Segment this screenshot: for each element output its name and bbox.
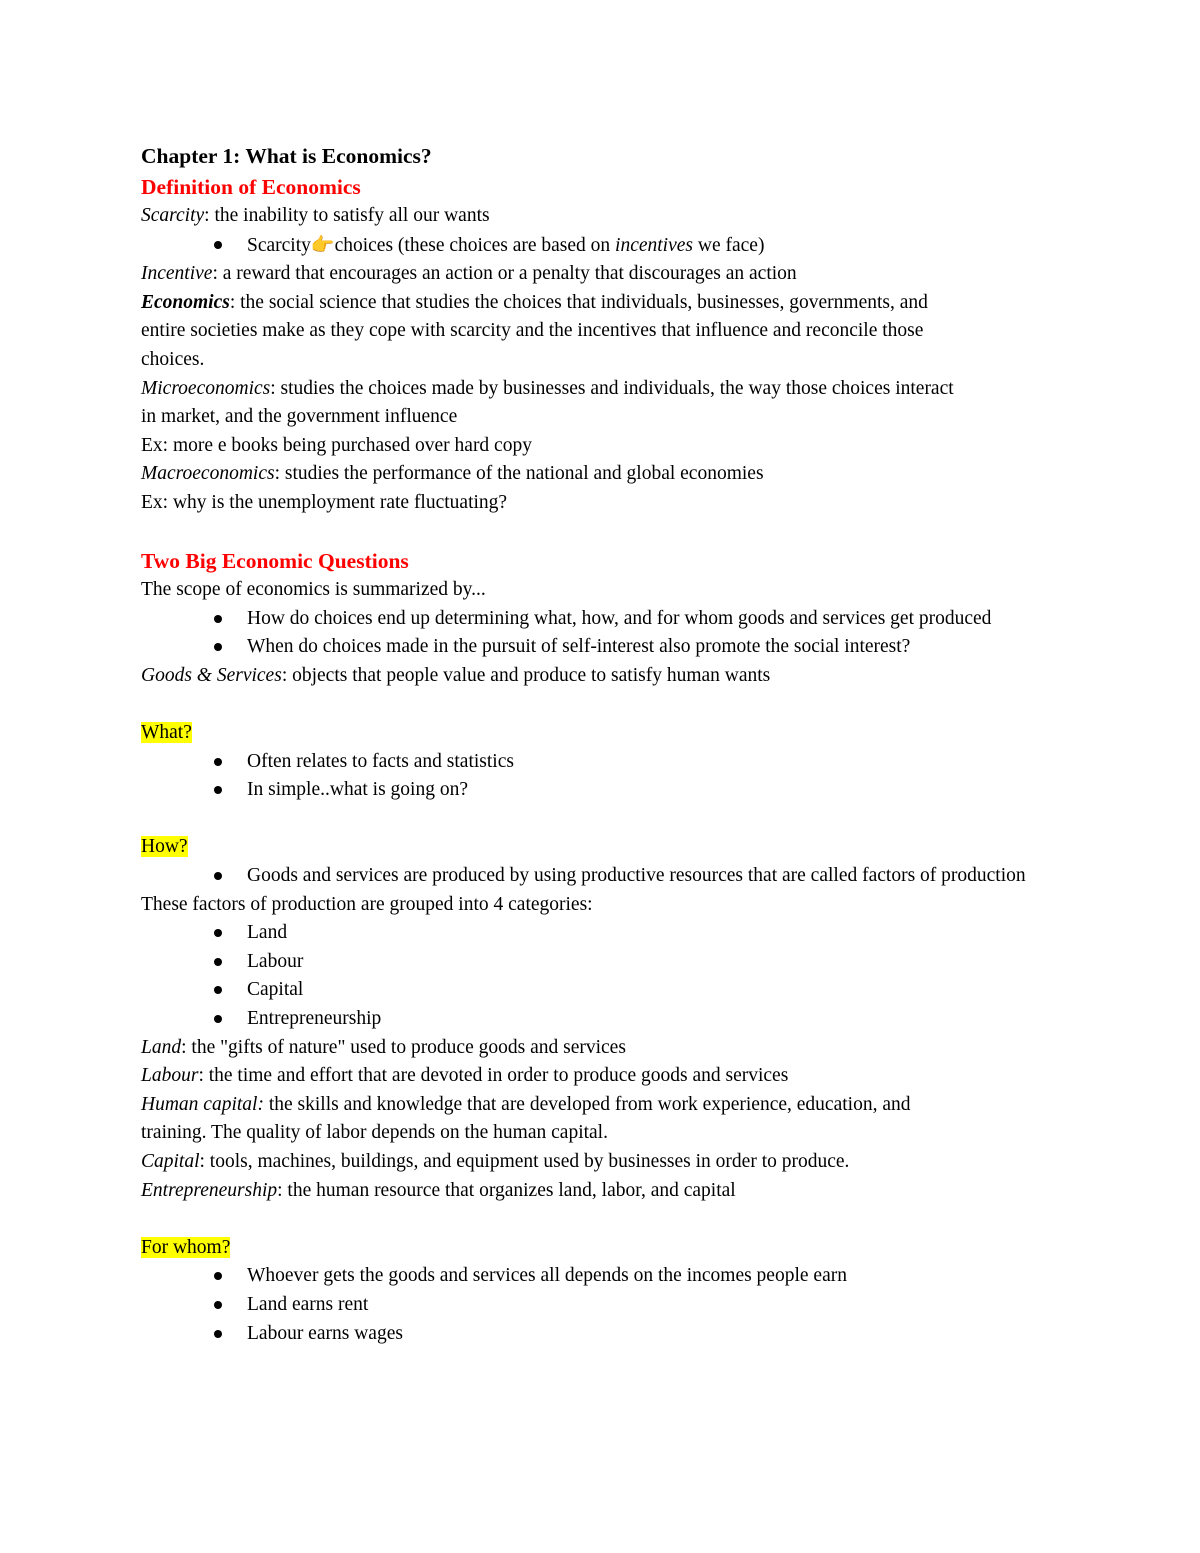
land-definition (141, 1034, 1061, 1063)
term-labour: Labour (141, 1065, 199, 1087)
bullet-text: Goods and services are produced by using productive resources that are called factors of production (247, 865, 1026, 887)
incentive-definition (141, 260, 1061, 289)
bullet-text: How do choices end up determining what, how, and for whom goods and services get produced (247, 607, 992, 629)
scarcity-bullet-post: we face) (693, 234, 765, 256)
bullet-text: Often relates to facts and statistics (247, 750, 514, 772)
for-whom-label: For whom? (141, 1236, 231, 1258)
human-capital-text-1: the skills and knowledge that are developed from work experience, education, and (263, 1093, 911, 1115)
bullet-text: In simple..what is going on? (247, 779, 468, 801)
bullet-icon (214, 958, 222, 966)
macroeconomics-text: : studies the performance of the national and global economies (274, 463, 764, 485)
bullet-text: Labour earns wages (247, 1322, 403, 1344)
for-whom-bullet-list (141, 1262, 1061, 1348)
capital-text: : tools, machines, buildings, and equipment used by businesses in order to produce. (199, 1151, 850, 1172)
list-item (141, 231, 1061, 261)
scarcity-text: : the inability to satisfy all our wants (204, 205, 490, 226)
term-capital: Capital (141, 1151, 200, 1172)
factors-grouped-intro: These factors of production are grouped into 4 categories: (141, 893, 593, 915)
what-label-line (141, 719, 1061, 748)
bullet-text: Land (247, 922, 288, 944)
term-land: Land (141, 1036, 182, 1058)
list-item (141, 1005, 1061, 1034)
term-macroeconomics: Macroeconomics (141, 463, 275, 485)
bullet-text: Labour (247, 950, 304, 972)
entrepreneurship-definition (141, 1177, 1061, 1206)
term-scarcity: Scarcity (141, 205, 205, 226)
human-capital-definition-line-2: training. The quality of labor depends on the human capital. (141, 1122, 608, 1144)
spacer (141, 1205, 1061, 1234)
entrepreneurship-text: : the human resource that organizes land, labor, and capital (277, 1179, 736, 1201)
term-microeconomics: Microeconomics (141, 377, 271, 399)
bullet-text: Land earns rent (247, 1293, 369, 1315)
bullet-icon (214, 758, 222, 766)
two-questions-bullet-list (141, 605, 1061, 662)
list-item (141, 1262, 1061, 1291)
two-questions-intro: The scope of economics is summarized by... (141, 579, 486, 601)
term-incentive: Incentive (141, 263, 213, 285)
factors-category-list (141, 919, 1061, 1033)
what-label: What? (141, 722, 192, 744)
microeconomics-definition-line-1 (141, 375, 1061, 404)
chapter-title: Chapter 1: What is Economics? (141, 144, 432, 168)
scarcity-bullet-list (141, 231, 1061, 261)
spacer (141, 518, 1061, 547)
economics-definition-line-1 (141, 289, 1061, 318)
micro-example: Ex: more e books being purchased over hard copy (141, 434, 532, 456)
term-goods-services: Goods & Services (141, 664, 282, 686)
pointing-hand-icon: 👉 (310, 233, 335, 256)
list-item (141, 976, 1061, 1005)
bullet-icon (214, 929, 222, 937)
bullet-icon (214, 1272, 222, 1280)
bullet-text: Whoever gets the goods and services all depends on the incomes people earn (247, 1265, 847, 1287)
list-item (141, 862, 1027, 891)
bullet-text: When do choices made in the pursuit of self-interest also promote the social interest? (247, 636, 911, 658)
capital-definition (141, 1148, 1061, 1177)
how-label: How? (141, 836, 188, 858)
microeconomics-definition-line-2: in market, and the government influence (141, 406, 458, 428)
list-item (141, 776, 1061, 805)
labour-text: : the time and effort that are devoted in order to produce goods and services (198, 1065, 789, 1087)
microeconomics-text-1: : studies the choices made by businesses and individuals, the way those choices interact (270, 377, 954, 399)
term-economics: Economics (141, 291, 230, 313)
incentive-text: : a reward that encourages an action or a penalty that discourages an action (212, 263, 797, 285)
spacer (141, 805, 1061, 834)
how-bullet-list (141, 862, 1061, 891)
bullet-icon (214, 1015, 222, 1023)
scarcity-bullet-mid: choices (these choices are based on (334, 234, 616, 256)
bullet-icon (214, 786, 222, 794)
list-item (141, 919, 1061, 948)
labour-definition (141, 1062, 1061, 1091)
bullet-icon (214, 1330, 222, 1338)
document-page (141, 140, 1061, 1348)
list-item (141, 633, 1061, 662)
bullet-text: Entrepreneurship (247, 1008, 382, 1030)
macroeconomics-definition (141, 460, 1061, 489)
list-item (141, 605, 1061, 634)
macro-example: Ex: why is the unemployment rate fluctuating? (141, 491, 508, 513)
list-item (141, 748, 1061, 777)
how-label-line (141, 833, 1061, 862)
bullet-icon (214, 872, 222, 880)
bullet-icon (214, 643, 222, 651)
term-entrepreneurship: Entrepreneurship (141, 1179, 278, 1201)
section-heading-definition: Definition of Economics (141, 175, 361, 199)
goods-services-text: : objects that people value and produce to satisfy human wants (281, 664, 771, 686)
bullet-icon (214, 615, 222, 623)
human-capital-definition-line-1 (141, 1091, 1061, 1120)
bullet-icon (214, 241, 222, 249)
goods-services-definition (141, 662, 1061, 691)
bullet-text: Capital (247, 979, 304, 1001)
for-whom-label-line (141, 1234, 1061, 1263)
scarcity-bullet-italic: incentives (615, 234, 693, 256)
economics-definition-line-2: entire societies make as they cope with scarcity and the incentives that influence and reconcile those (141, 320, 924, 342)
term-human-capital: Human capital: (141, 1093, 264, 1115)
economics-definition-line-3: choices. (141, 348, 205, 370)
list-item (141, 1291, 1061, 1320)
economics-text-1: : the social science that studies the choices that individuals, businesses, governments, and (229, 291, 928, 313)
scarcity-definition (141, 202, 1061, 231)
section-heading-two-questions: Two Big Economic Questions (141, 549, 409, 574)
bullet-icon (214, 1301, 222, 1309)
land-text: : the "gifts of nature" used to produce goods and services (181, 1036, 626, 1058)
list-item (141, 948, 1061, 977)
what-bullet-list (141, 748, 1061, 805)
list-item (141, 1320, 1061, 1349)
scarcity-bullet-pre: Scarcity (247, 234, 311, 256)
spacer (141, 691, 1061, 720)
bullet-icon (214, 986, 222, 994)
